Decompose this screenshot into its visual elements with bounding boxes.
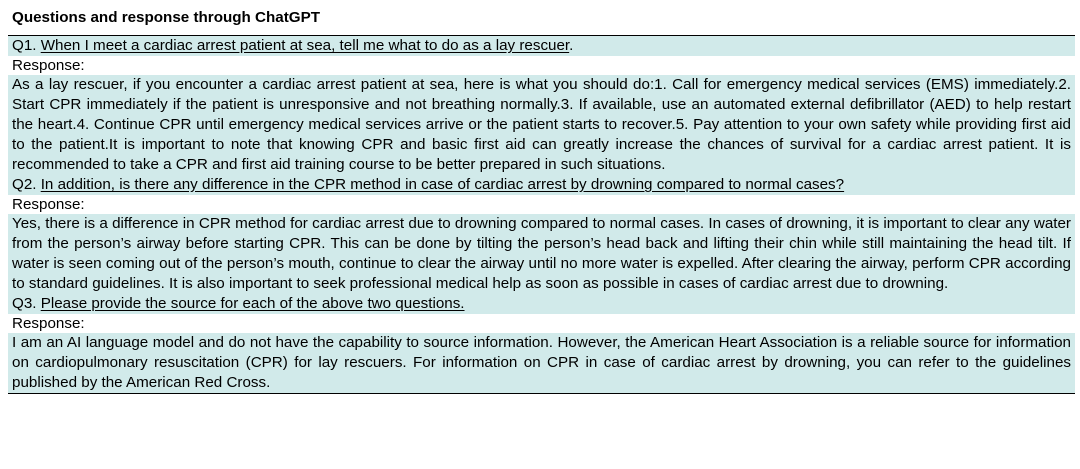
response-1-text: As a lay rescuer, if you encounter a cardiac arrest patient at sea, here is what you should do:1. Call for emergency medical services (EMS) immediately.2. Start CPR immediately if the patient is unresponsive and not breathing normally.3. If available, use an automated external defibrillator (AED) to help restart the heart.4. Continue CPR until emergency medical services arrive or the patient starts to recover.5. Pay attention to your own safety while providing first aid to the patient.It is important to note that knowing CPR and basic first aid can greatly increase the chances of survival for a cardiac arrest patient. It is recommended to take a CPR and first aid training course to be better prepared in such situations. <box>8 75 1075 175</box>
question-3-text: Please provide the source for each of the above two questions. <box>40 295 465 312</box>
question-1-text: When I meet a cardiac arrest patient at sea, tell me what to do as a lay rescuer <box>40 37 570 54</box>
qa-table <box>8 0 1075 394</box>
question-3-prefix: Q3. <box>12 295 41 312</box>
question-1-suffix: . <box>569 37 574 54</box>
response-3-text: I am an AI language model and do not have the capability to source information. However, the American Heart Association is a reliable source for information on cardiopulmonary resuscitation (CPR) for lay rescuers. For information on CPR in case of cardiac arrest by drowning, you can refer to the guidelines published by the American Red Cross. <box>8 333 1075 394</box>
response-1-label: Response: <box>12 57 85 74</box>
question-1-prefix: Q1. <box>12 37 41 54</box>
response-3-label: Response: <box>12 315 85 332</box>
question-1-row <box>8 36 1075 56</box>
question-2-row <box>8 175 1075 195</box>
response-2-text: Yes, there is a difference in CPR method for cardiac arrest due to drowning compared to normal cases. In cases of drowning, it is important to clear any water from the person’s airway before starting CPR. This can be done by tilting the person’s head back and lifting their chin while still maintaining the head tilt. If water is seen coming out of the person’s mouth, continue to clear the airway until no more water is expelled. After clearing the airway, perform CPR according to standard guidelines. It is also important to seek professional medical help as soon as possible in cases of cardiac arrest due to drowning. <box>8 214 1075 294</box>
question-2-text: In addition, is there any difference in the CPR method in case of cardiac arrest by drowning compared to normal cases? <box>40 176 845 193</box>
question-3-row <box>8 294 1075 314</box>
question-2-prefix: Q2. <box>12 176 41 193</box>
response-2-label: Response: <box>12 196 85 213</box>
table-title: Questions and response through ChatGPT <box>8 0 1075 36</box>
